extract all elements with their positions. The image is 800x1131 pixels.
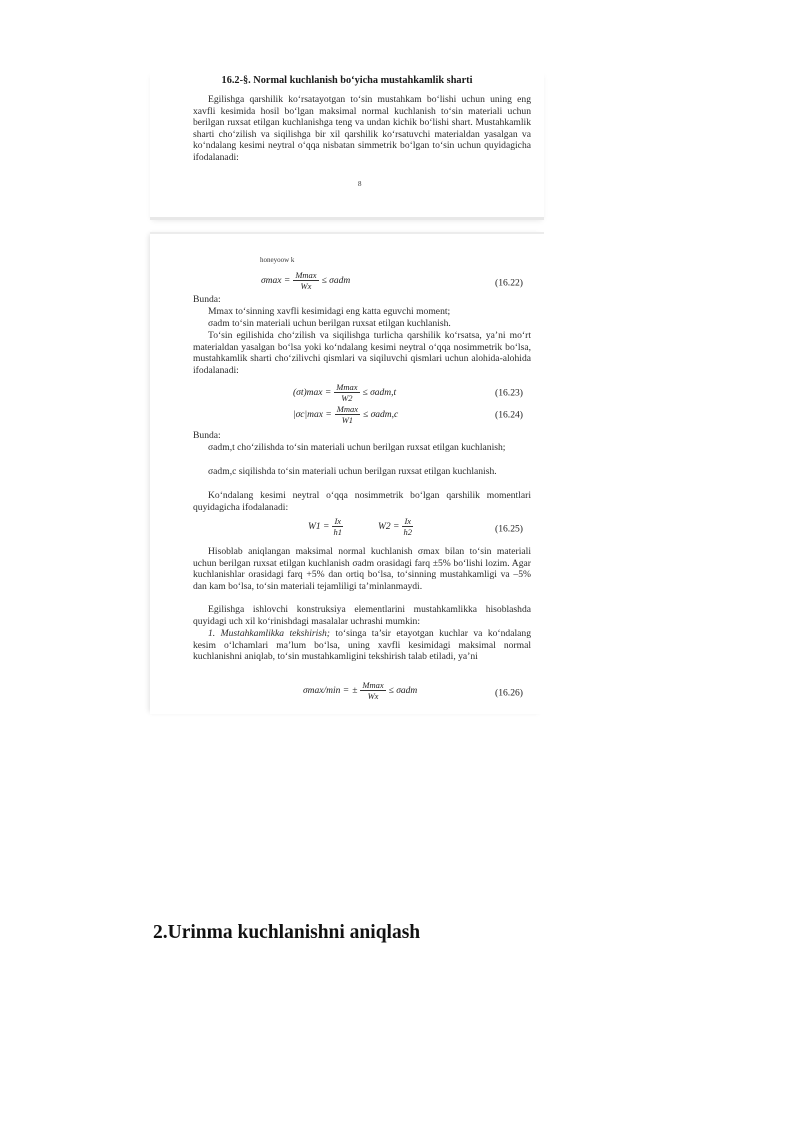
paragraph-4: Hisoblab aniqlangan maksimal normal kuchlanish σmax bilan to‘sin materiali uchun berilgan ruxsat etilgan kuchlanish σadm orasidagi farq ±5% bo‘lishi lozim. Agar kuchlanishlar orasidagi farq +5% dan ortiq bo‘lsa, to‘sinning mustahkamligi va –5% dan kam bo‘lsa, to‘sin materiali tejamliligi ta’minlanmaydi.: [193, 546, 531, 592]
eq-b-den: h2: [403, 527, 412, 537]
scanned-page-top: [150, 70, 544, 218]
eq-num: Mmax: [295, 270, 317, 280]
paragraph-6-lead: 1. Mustahkamlikka tekshirish;: [208, 628, 330, 639]
scan-top-mark: honeyoow k: [260, 256, 295, 264]
section-title: 2.Urinma kuchlanishni aniqlash: [153, 922, 421, 943]
eq-num: Mmax: [362, 680, 384, 690]
eq-den: Wx: [367, 691, 379, 701]
eq-number: (16.25): [495, 523, 523, 535]
eq-num: Mmax: [336, 382, 358, 392]
definition-sigma-adm: σadm to‘sin materiali uchun berilgan ruxsat etilgan kuchlanish.: [208, 318, 451, 329]
eq-num: Mmax: [336, 404, 358, 414]
eq-lhs: (σt)max =: [293, 387, 332, 398]
eq-rhs: ≤ σadm: [388, 685, 418, 696]
eq-lhs: σmax =: [261, 275, 291, 286]
bunda-label: Bunda:: [193, 294, 221, 305]
eq-number: (16.23): [495, 387, 523, 399]
scan-heading: 16.2-§. Normal kuchlanish bo‘yicha mustahkamlik sharti: [221, 75, 473, 86]
eq-number: (16.22): [495, 277, 523, 289]
equation-16-26: [193, 680, 531, 706]
eq-a-lhs: W1 =: [308, 521, 330, 532]
equation-16-22: [193, 270, 531, 296]
eq-a-den: h1: [333, 527, 342, 537]
paragraph-3: Ko‘ndalang kesimi neytral o‘qqa nosimmetrik bo‘lgan qarshilik momentlari quyidagicha ifodalanadi:: [193, 490, 531, 513]
paragraph-2: To‘sin egilishida cho‘zilish va siqilishga turlicha qarshilik ko‘rsatsa, ya’ni mo‘rt materialdan yasalgan bo‘lsa yoki ko‘ndalang kesimi neytral o‘qqa nosimmetrik bo‘lsa, mustahkamlik sharti cho‘zilivchi qismlari va siqiluvchi qismlari uchun alohida-alohida ifodalanadi:: [193, 330, 531, 376]
eq-b-num: Ix: [404, 516, 412, 526]
eq-rhs: ≤ σadm,t: [362, 387, 397, 398]
eq-pm: ±: [352, 685, 358, 696]
eq-den: Wx: [300, 281, 312, 291]
paragraph-6-rest: to‘singa ta’sir etayotgan kuchlar va ko‘ndalang kesim o‘lchamlari ma’lum bo‘lsa, uning xavfli kesimidagi maksimal normal kuchlanishni aniqlab, to‘sin mustahkamligini tekshirish talab etiladi, ya’ni: [193, 628, 532, 663]
eq-number: (16.26): [495, 687, 523, 699]
eq-number: (16.24): [495, 409, 523, 421]
scan-page-mark: 8: [358, 180, 362, 188]
eq-lhs: σmax/min =: [303, 685, 350, 696]
eq-den: W1: [341, 415, 354, 425]
eq-a-num: Ix: [334, 516, 342, 526]
eq-rhs: ≤ σadm,c: [363, 409, 399, 420]
bunda-label-2: Bunda:: [193, 430, 221, 441]
definition-sigma-adm-c: σadm,c siqilishda to‘sin materiali uchun berilgan ruxsat etilgan kuchlanish.: [208, 466, 497, 477]
equation-16-24: [193, 404, 531, 426]
eq-lhs: |σc|max =: [293, 409, 332, 420]
equation-16-23: [193, 382, 531, 404]
eq-rhs: ≤ σadm: [321, 275, 351, 286]
paragraph-5: Egilishga ishlovchi konstruksiya elementlarini mustahkamlikka hisoblashda quyidagi uch xil ko‘rinishdagi masalalar uchrashi mumkin:: [193, 604, 531, 627]
eq-b-lhs: W2 =: [378, 521, 400, 532]
definition-mmax: Mmax to‘sinning xavfli kesimidagi eng katta eguvchi moment;: [208, 306, 451, 317]
scanned-page-bottom: [150, 232, 544, 714]
equation-16-25: [193, 516, 531, 542]
scan-paragraph-1: Egilishga qarshilik ko‘rsatayotgan to‘sin mustahkam bo‘lishi uchun uning eng xavfli kesimida hosil bo‘lgan maksimal normal kuchlanish to‘sin materiali uchun berilgan ruxsat etilgan kuchlanishga teng va undan kichik bo‘lishi shart. Mustahkamlik sharti cho‘zilish va siqilishga bir xil qarshilik ko‘rsatuvchi materialdan yasalgan va ko‘ndalang kesimi neytral o‘qqa nisbatan simmetrik bo‘lgan to‘sin uchun quyidagicha ifodalanadi:: [193, 94, 531, 163]
eq-den: W2: [341, 393, 353, 403]
definition-sigma-adm-t: σadm,t cho‘zilishda to‘sin materiali uchun berilgan ruxsat etilgan kuchlanish;: [208, 442, 506, 453]
paragraph-6: [193, 628, 531, 663]
